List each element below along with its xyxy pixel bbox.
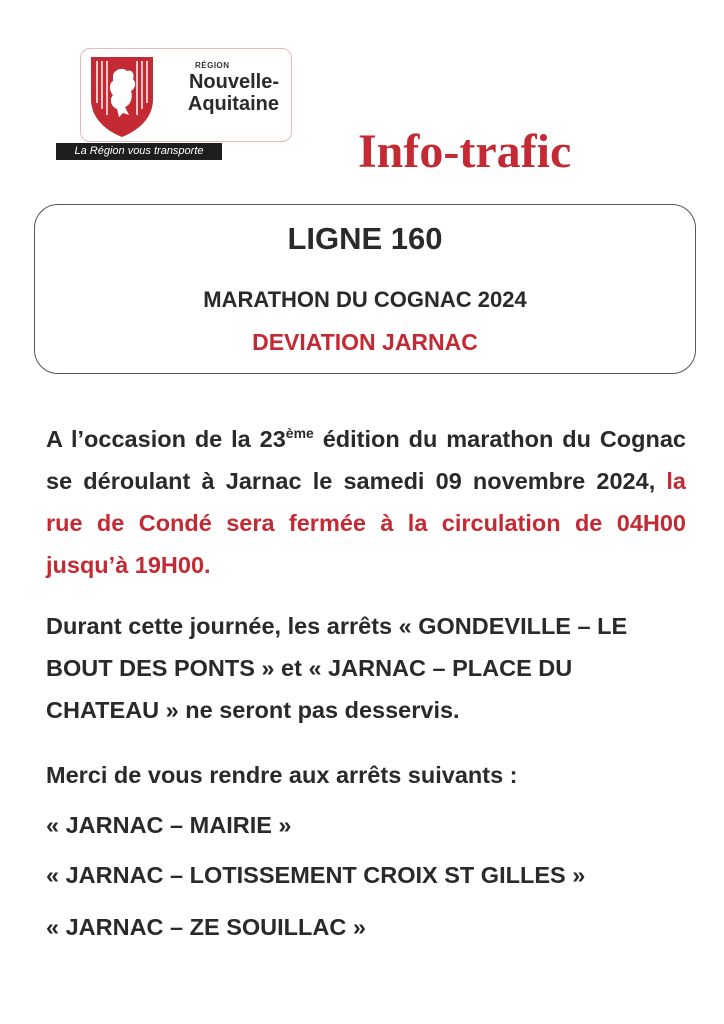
announcement-paragraph (46, 418, 686, 586)
alternative-stop: « JARNAC – MAIRIE » (46, 812, 292, 838)
region-label: RÉGION (195, 61, 230, 70)
region-name-line1: Nouvelle- (188, 71, 279, 93)
edition-superscript: ème (285, 425, 314, 442)
announcement-text-mid: édition du marathon du Cognac se déroulant à Jarnac le samedi 09 novembre 2024, (46, 426, 687, 494)
alternative-stop: « JARNAC – LOTISSEMENT CROIX ST GILLES » (46, 862, 586, 888)
region-shield-logo (85, 53, 159, 139)
region-logo (80, 48, 292, 142)
deviation-title: DEVIATION JARNAC (252, 329, 478, 355)
announcement-text-start: A l’occasion de la 23 (46, 426, 286, 452)
event-title: MARATHON DU COGNAC 2024 (203, 287, 527, 312)
alternative-stops-intro: Merci de vous rendre aux arrêts suivants : (46, 762, 518, 788)
region-tagline: La Région vous transporte (56, 143, 222, 160)
region-name-line2: Aquitaine (187, 93, 279, 115)
alternative-stop: « JARNAC – ZE SOUILLAC » (46, 914, 366, 940)
line-number: LIGNE 160 (287, 221, 443, 256)
page-title: Info-trafic (358, 125, 572, 178)
region-name (173, 71, 279, 115)
line-info-box (34, 204, 696, 374)
stops-not-served-paragraph: Durant cette journée, les arrêts « GONDEVILLE – LE BOUT DES PONTS » et « JARNAC – PLACE DU CHATEAU » ne seront pas desservis. (46, 613, 628, 723)
closure-notice: la rue de Condé sera fermée à la circulation de 04H00 jusqu’à 19H00. (46, 468, 686, 578)
